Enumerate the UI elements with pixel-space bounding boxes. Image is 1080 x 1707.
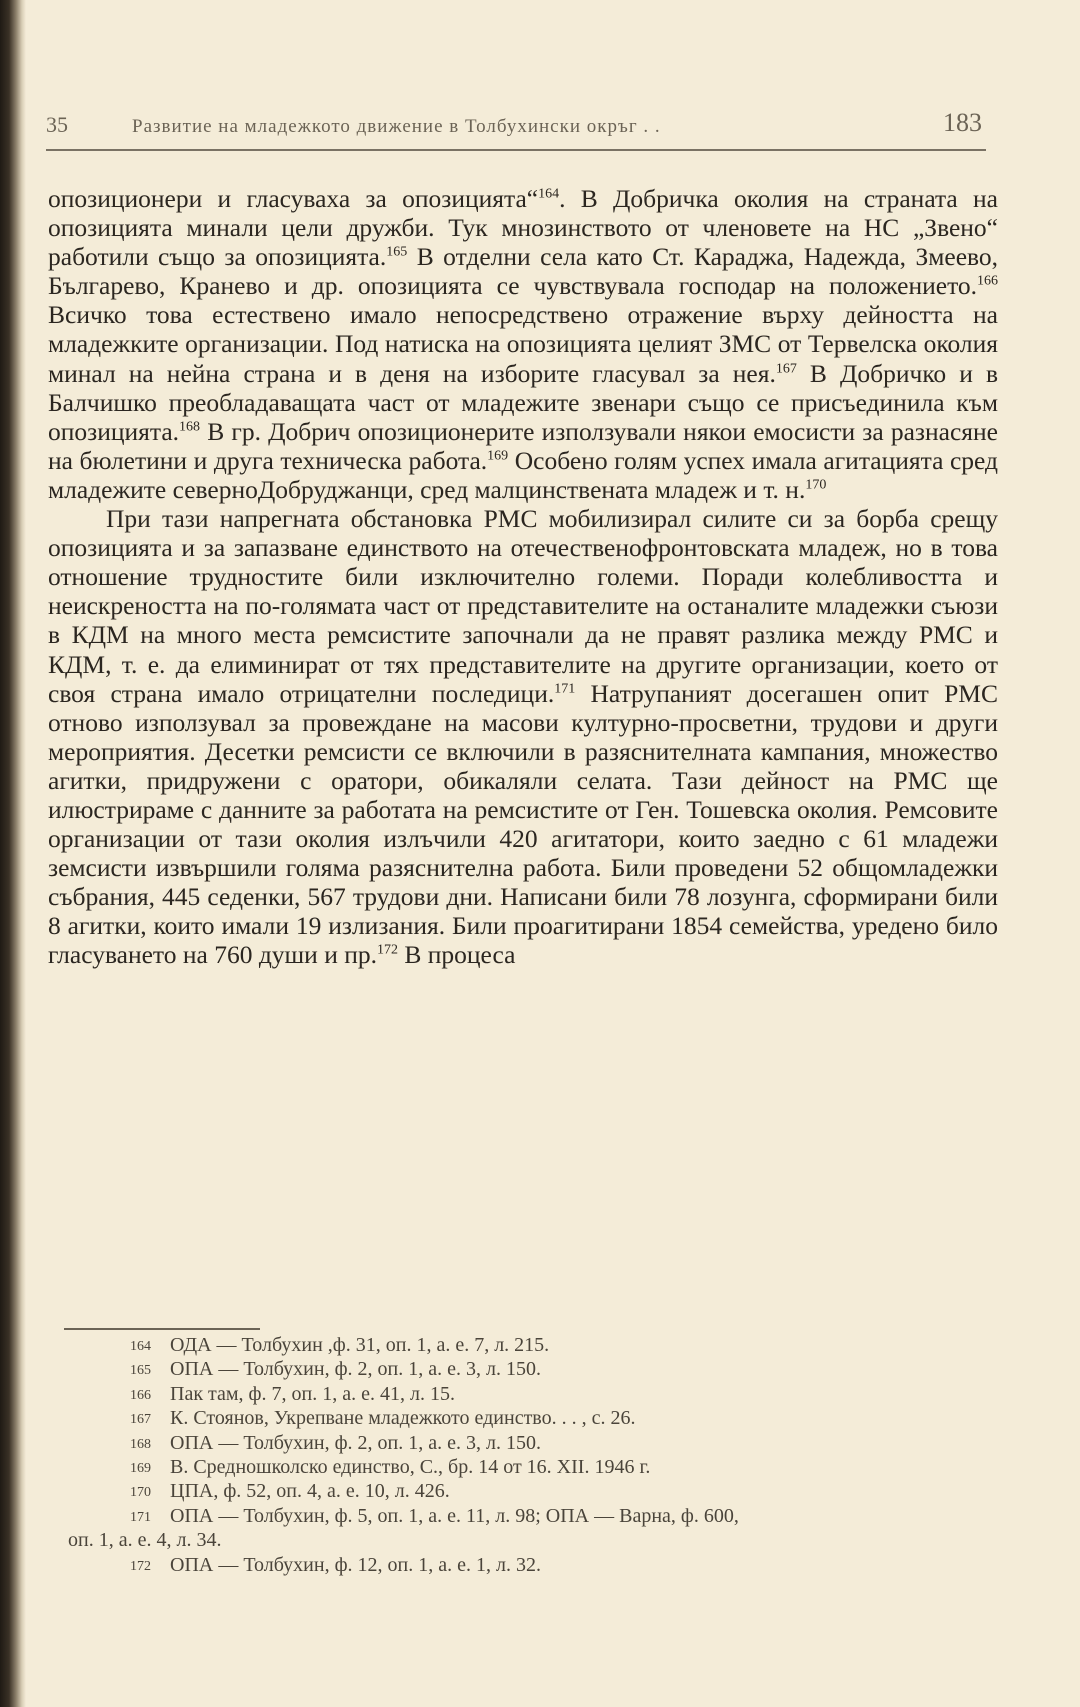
- footnote-item: [48, 1504, 1008, 1528]
- footnote-continuation: оп. 1, а. е. 4, л. 34.: [68, 1529, 222, 1552]
- footnote-number: 169: [130, 1461, 151, 1477]
- footnote-ref: 169: [487, 448, 509, 464]
- text-run: Всичко това естествено имало непосредствено отражение върху дейността на младежките организации. Под натиска на опозицията целият ЗМС от Тервелска околия минал на нейна страна и в деня на изборите гласувал за нея.: [48, 300, 998, 388]
- footnote-ref: 166: [977, 273, 998, 289]
- footnote-ref: 167: [775, 361, 797, 377]
- footnote-text: ОДА — Толбухин ,ф. 31, оп. 1, а. е. 7, л. 215.: [170, 1334, 550, 1356]
- footnote-number: 166: [130, 1387, 151, 1403]
- footnote-item: [48, 1431, 1008, 1455]
- footnote-ref: 168: [179, 419, 201, 435]
- text-run: Натрупаният досегашен опит РМС отново използувал за провеждане на масови културно-просветни, трудови и други мероприятия. Десетки ремсисти се включили в разяснителната кампания, множество агитки, придружени с оратори, обикаляли селата. Тази дейност на РМС ще илюстрираме с данните за работата на ремсистите от Ген. Тошевска околия. Ремсовите организации от тази околия излъчили 420 агитатори, които заедно с 61 младежи земсисти извършили голяма разяснителна работа. Били проведени 52 общомладежки събрания, 445 седенки, 567 трудови дни. Написани били 78 лозунга, сформирани били 8 агитки, които имали 19 излизания. Били проагитирани 1854 семейства, уредено било гласуването на 760 души и пр.: [48, 678, 998, 970]
- footnote-item: [48, 1406, 1008, 1430]
- text-run: . В Добричка околия на страната на опозицията минали цели дружби. Тук мнозинството от членовете на НС „Звено“ работили също за опозицията.: [48, 184, 998, 272]
- footnote-number: 165: [130, 1363, 151, 1379]
- text-run: опозиционери и гласуваха за опозицията“: [48, 184, 539, 213]
- footnote-number: 172: [130, 1558, 151, 1574]
- footnote-text: ОПА — Толбухин, ф. 2, оп. 1, а. е. 3, л. 150.: [170, 1431, 541, 1454]
- footnote-ref: 165: [386, 244, 408, 260]
- body-text: [48, 184, 998, 970]
- section-number: 35: [46, 112, 68, 137]
- footnote-item: [48, 1455, 1008, 1479]
- text-run: В Добричко и в Балчишко преобладаващата част от младежите звенари също се присъединила към опозицията.: [48, 358, 998, 446]
- footnote-text: К. Стоянов, Укрепване младежкото единство. . . , с. 26.: [170, 1407, 636, 1430]
- running-title: Развитие на младежкото движение в Толбухински окръг . .: [132, 116, 661, 137]
- footnote-number: 167: [130, 1412, 151, 1428]
- running-head: [46, 108, 986, 152]
- footnote-text: ОПА — Толбухин, ф. 12, оп. 1, а. е. 1, л. 32.: [170, 1553, 541, 1576]
- footnote-item: [48, 1553, 1008, 1577]
- footnote-ref: 171: [554, 681, 576, 697]
- footnote-item: [48, 1333, 1008, 1357]
- text-run: При тази напрегната обстановка РМС мобилизирал силите си за борба срещу опозицията и за запазване единството на отечественофронтовската младеж, но в това отношение трудностите били изключително големи. Поради колебливостта и неискреността на по-голямата част от представителите на останалите младежки съюзи в КДМ на много места ремсистите започнали да не правят разлика между РМС и КДМ, т. е. да елиминират от тях представителите на другите организации, което от своя страна имало отрицателни последици.: [48, 504, 998, 708]
- text-run: В процеса: [398, 940, 516, 970]
- paragraph-1: [48, 184, 998, 504]
- footnote-item: [48, 1357, 1008, 1381]
- footnote-rule: [64, 1328, 260, 1330]
- footnote-number: 171: [130, 1509, 151, 1525]
- footnote-item: [48, 1479, 1008, 1503]
- footnote-item: [48, 1382, 1008, 1406]
- footnote-ref: 170: [805, 477, 827, 493]
- text-run: В отделни села като Ст. Караджа, Надежда, Змеево, Българево, Кранево и др. опозицията се чувствувала господар на положението.: [48, 242, 999, 301]
- text-run: В гр. Добрич опозиционерите използували някои емосисти за разнасяне на бюлетини и друга техническа работа.: [48, 416, 998, 475]
- footnotes: [48, 1333, 1008, 1577]
- footnote-number: 168: [130, 1436, 151, 1452]
- header-rule: [46, 149, 986, 151]
- paragraph-2: [48, 504, 998, 970]
- footnote-ref: 164: [538, 186, 560, 202]
- footnote-text: ОПА — Толбухин, ф. 2, оп. 1, а. е. 3, л. 150.: [170, 1358, 541, 1381]
- footnote-text: ОПА — Толбухин, ф. 5, оп. 1, а. е. 11, л. 98; ОПА — Варна, ф. 600,: [170, 1504, 739, 1527]
- footnote-number: 170: [130, 1485, 151, 1501]
- footnote-ref: 172: [377, 942, 398, 958]
- footnote-number: 164: [130, 1339, 151, 1354]
- page-number: 183: [943, 108, 982, 137]
- footnote-text: В. Средношколско единство, С., бр. 14 от 16. XII. 1946 г.: [170, 1456, 651, 1479]
- text-run: Особено голям успех имала агитацията сред младежите северноДобруджанци, сред малцинствената младеж и т. н.: [48, 445, 999, 504]
- footnote-text: ЦПА, ф. 52, оп. 4, а. е. 10, л. 426.: [170, 1480, 450, 1503]
- footnote-text: Пак там, ф. 7, оп. 1, а. е. 41, л. 15.: [170, 1382, 455, 1405]
